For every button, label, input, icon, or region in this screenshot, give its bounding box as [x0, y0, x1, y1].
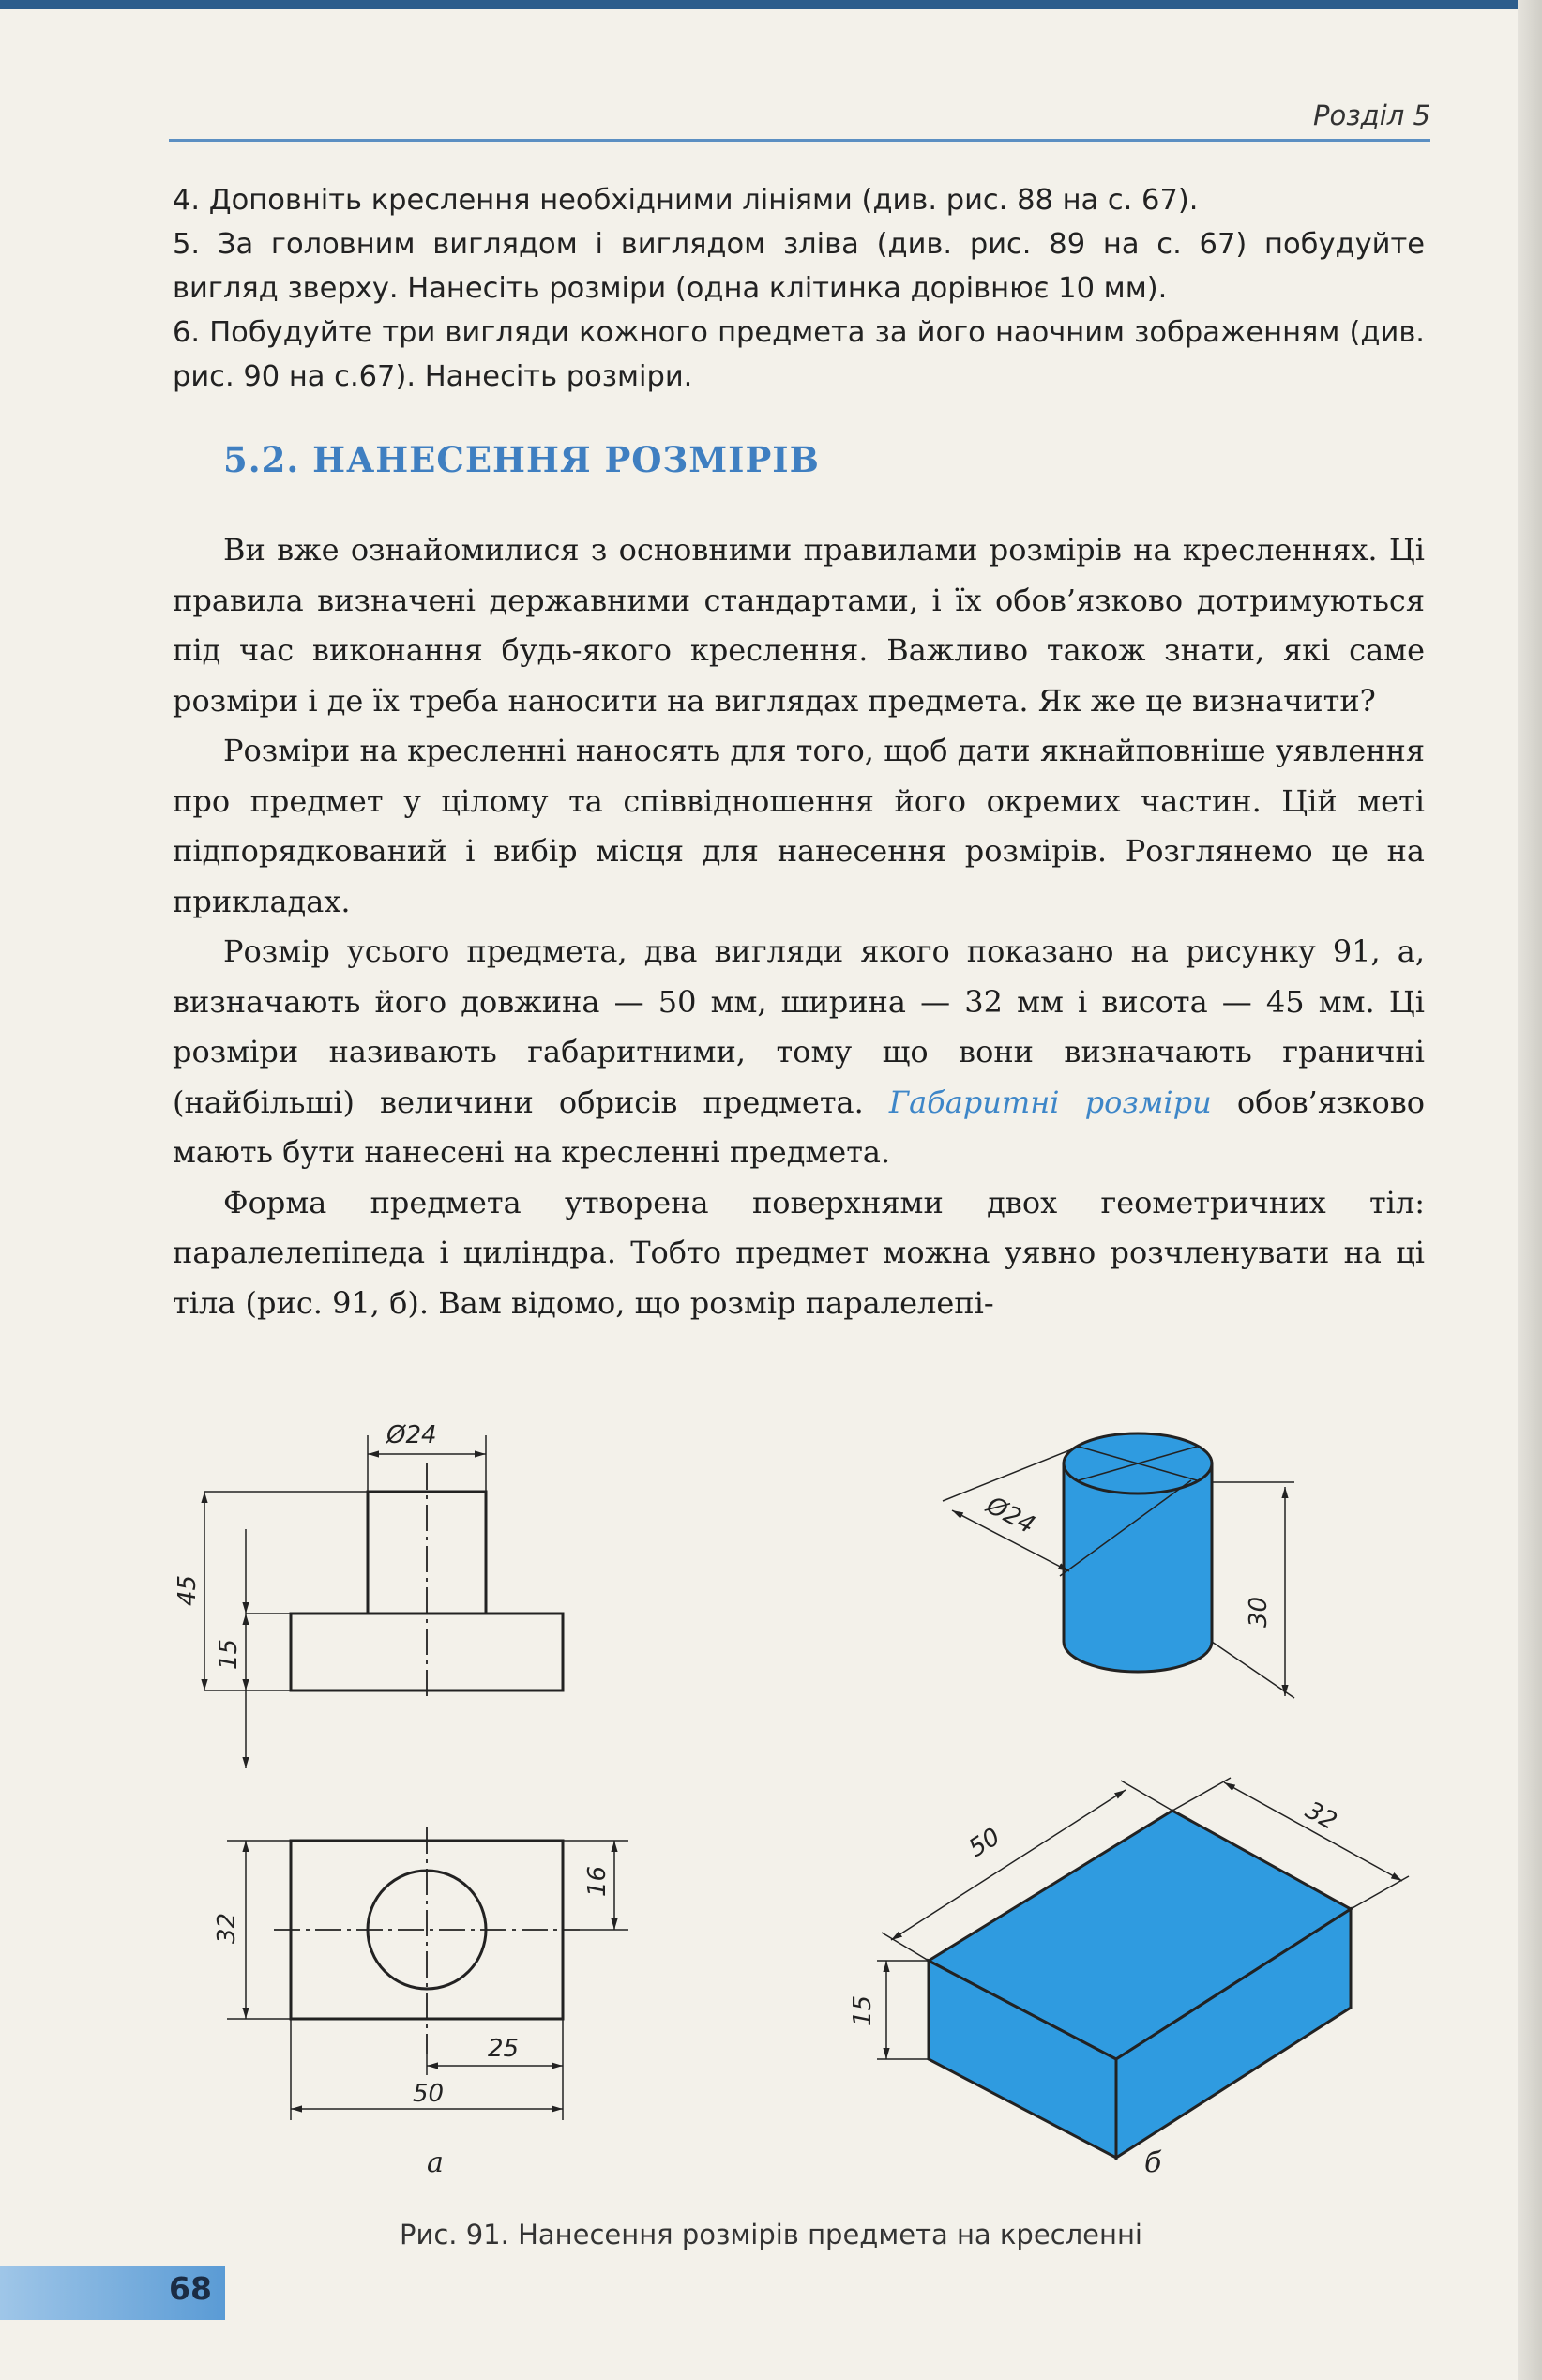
- dim-box-height-label: 15: [849, 1994, 877, 2026]
- dim-box-width-label: 32: [1300, 1796, 1342, 1837]
- task-item: 5. За головним виглядом і виглядом зліва (див. рис. 89 на с. 67) побудуйте вигляд зверху. Нанесіть розміри (одна клітинка дорівнює 10 мм).: [173, 228, 1425, 305]
- section-tag: Розділ 5: [1313, 99, 1430, 131]
- task-item: 6. Побудуйте три вигляди кожного предмета за його наочним зображенням (див. рис. 90 на с.67). Нанесіть розміри.: [173, 316, 1425, 393]
- dim-45-label: 45: [174, 1574, 202, 1606]
- paragraph: [173, 927, 1425, 1178]
- figure-caption: Рис. 91. Нанесення розмірів предмета на кресленні: [400, 2219, 1142, 2251]
- iso-box: [877, 1778, 1409, 2158]
- dim-cyl-diameter-label: Ø24: [981, 1491, 1040, 1540]
- task-list: [173, 178, 1425, 399]
- paragraph-text: обов’язково мають бути нанесені на кресленні предмета.: [173, 1084, 1426, 1170]
- figure-drawing: [0, 1398, 1542, 2214]
- dim-box-length-label: 50: [963, 1822, 1005, 1863]
- label-b: б: [1144, 2146, 1162, 2179]
- task-item: 4. Доповніть креслення необхідними лініями (див. рис. 88 на с. 67).: [173, 184, 1199, 217]
- label-a: а: [427, 2146, 444, 2179]
- running-header: [169, 94, 1430, 142]
- body-text: [173, 525, 1425, 1328]
- dim-diameter-label: Ø24: [386, 1421, 437, 1449]
- figure-91: [0, 1398, 1542, 2214]
- paragraph: Форма предмета утворена поверхнями двох геометричних тіл: паралелепіпеда і циліндра. Тобто предмет можна уявно розчленувати на ці тіла (рис. 91, б). Вам відомо, що розмір паралелепі-: [173, 1184, 1425, 1321]
- top-color-band: [0, 0, 1542, 9]
- dim-cyl-height-label: 30: [1245, 1596, 1273, 1628]
- dim-25-label: 25: [488, 2035, 520, 2063]
- paragraph: Розміри на кресленні наносять для того, щоб дати якнайповніше уявлення про предмет у цілому та співвідношення його окремих частин. Цій меті підпорядкований і вибір місця для нанесення розмірів. Розглянемо це на прикладах.: [173, 733, 1425, 919]
- top-view: [227, 1827, 628, 2120]
- dim-15-label: 15: [215, 1638, 243, 1670]
- iso-cylinder: [943, 1433, 1294, 1698]
- section-title: 5.2. НАНЕСЕННЯ РОЗМІРІВ: [223, 439, 820, 480]
- front-view: [204, 1435, 563, 1768]
- page-number: 68: [169, 2270, 212, 2307]
- paragraph: Ви вже ознайомилися з основними правилами розмірів на кресленнях. Ці правила визначені державними стандартами, і їх обов’язково дотримуються під час виконання будь-якого креслення. Важливо також знати, які саме розміри і де їх треба наносити на виглядах предмета. Як же це визначити?: [173, 532, 1425, 719]
- dim-32-label: 32: [213, 1912, 241, 1944]
- term-highlight: Габаритні розміри: [888, 1084, 1212, 1120]
- paragraph-text: Розмір усього предмета, два вигляди якого показано на рисунку 91, а, визначають його довжина — 50 мм, ширина — 32 мм і висота — 45 мм. Ці розміри називають габаритними, тому що вони визначають граничні (найбільші) величини обрисів предмета.: [173, 933, 1425, 1120]
- dim-50-label: 50: [413, 2080, 445, 2108]
- dim-16-label: 16: [583, 1865, 612, 1897]
